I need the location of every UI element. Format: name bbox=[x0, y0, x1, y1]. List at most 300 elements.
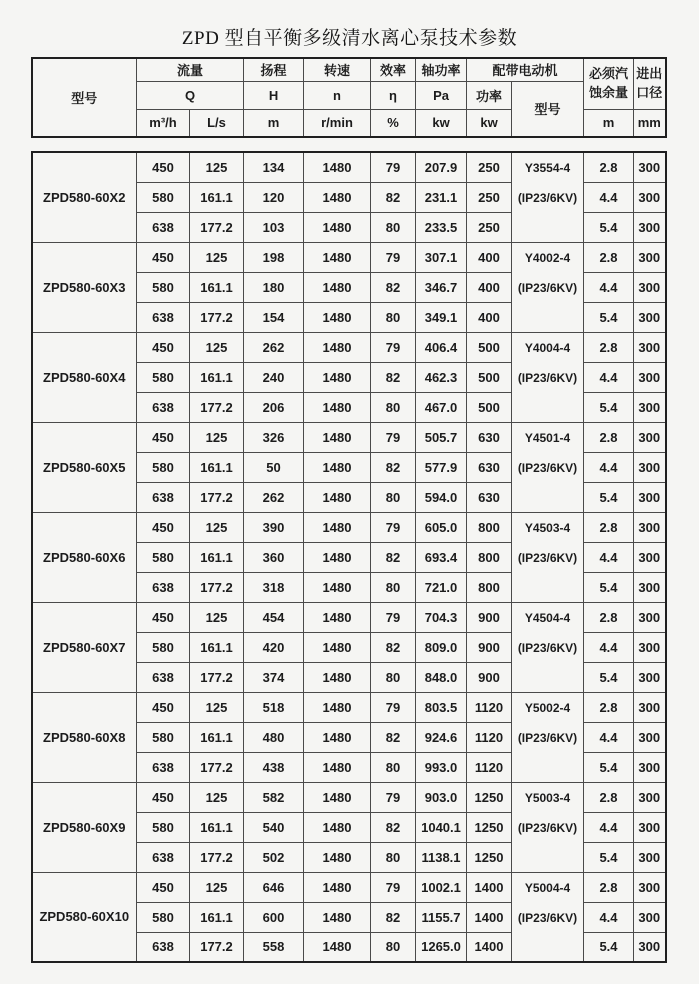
cell-motor-power: 400 bbox=[467, 272, 512, 302]
table-row bbox=[32, 422, 666, 452]
header-speed: 转速 bbox=[304, 58, 371, 81]
cell-npsh: 4.4 bbox=[584, 182, 634, 212]
cell-flow-ls: 177.2 bbox=[190, 752, 244, 782]
cell-npsh: 2.8 bbox=[584, 512, 634, 542]
cell-port: 300 bbox=[634, 542, 666, 572]
cell-motor-power: 630 bbox=[467, 482, 512, 512]
header-shaft-power-unit: kw bbox=[416, 109, 467, 137]
cell-shaft-power: 406.4 bbox=[416, 332, 467, 362]
cell-flow-m3h: 580 bbox=[137, 722, 190, 752]
cell-efficiency: 79 bbox=[371, 872, 416, 902]
cell-speed: 1480 bbox=[304, 212, 371, 242]
cell-speed: 1480 bbox=[304, 242, 371, 272]
cell-motor-power: 1120 bbox=[467, 752, 512, 782]
motor-model-number: Y5002-4 bbox=[524, 700, 571, 715]
motor-model-spec: (IP23/6KV) bbox=[517, 460, 578, 475]
cell-head: 438 bbox=[244, 752, 304, 782]
cell-port: 300 bbox=[634, 392, 666, 422]
cell-flow-ls: 177.2 bbox=[190, 662, 244, 692]
cell-flow-m3h: 580 bbox=[137, 182, 190, 212]
cell-shaft-power: 924.6 bbox=[416, 722, 467, 752]
cell-npsh: 4.4 bbox=[584, 452, 634, 482]
header-npsh bbox=[584, 58, 634, 109]
cell-npsh: 2.8 bbox=[584, 422, 634, 452]
cell-port: 300 bbox=[634, 812, 666, 842]
cell-motor-power: 1250 bbox=[467, 812, 512, 842]
cell-npsh: 5.4 bbox=[584, 932, 634, 962]
cell-shaft-power: 848.0 bbox=[416, 662, 467, 692]
cell-shaft-power: 307.1 bbox=[416, 242, 467, 272]
cell-flow-m3h: 580 bbox=[137, 542, 190, 572]
cell-efficiency: 82 bbox=[371, 452, 416, 482]
cell-npsh: 4.4 bbox=[584, 632, 634, 662]
cell-flow-ls: 125 bbox=[190, 602, 244, 632]
cell-head: 390 bbox=[244, 512, 304, 542]
cell-head: 374 bbox=[244, 662, 304, 692]
header-efficiency: 效率 bbox=[371, 58, 416, 81]
cell-flow-ls: 177.2 bbox=[190, 392, 244, 422]
cell-flow-m3h: 638 bbox=[137, 662, 190, 692]
cell-port: 300 bbox=[634, 752, 666, 782]
cell-motor-power: 1400 bbox=[467, 872, 512, 902]
cell-efficiency: 79 bbox=[371, 602, 416, 632]
cell-flow-m3h: 638 bbox=[137, 842, 190, 872]
cell-port: 300 bbox=[634, 302, 666, 332]
cell-efficiency: 79 bbox=[371, 242, 416, 272]
cell-efficiency: 80 bbox=[371, 212, 416, 242]
pump-model-cell: ZPD580-60X3 bbox=[32, 242, 137, 332]
cell-flow-m3h: 580 bbox=[137, 812, 190, 842]
cell-port: 300 bbox=[634, 662, 666, 692]
motor-model-spec: (IP23/6KV) bbox=[517, 191, 578, 205]
cell-efficiency: 80 bbox=[371, 752, 416, 782]
pump-model-cell: ZPD580-60X9 bbox=[32, 782, 137, 872]
cell-flow-ls: 177.2 bbox=[190, 302, 244, 332]
header-npsh-line1: 必须汽 bbox=[589, 65, 629, 81]
cell-shaft-power: 233.5 bbox=[416, 212, 467, 242]
table-row bbox=[32, 782, 666, 812]
header-motor-group: 配带电动机 bbox=[467, 58, 584, 81]
cell-speed: 1480 bbox=[304, 512, 371, 542]
cell-port: 300 bbox=[634, 872, 666, 902]
cell-flow-m3h: 450 bbox=[137, 782, 190, 812]
cell-efficiency: 80 bbox=[371, 932, 416, 962]
cell-speed: 1480 bbox=[304, 152, 371, 182]
cell-head: 582 bbox=[244, 782, 304, 812]
header-head: 扬程 bbox=[244, 58, 304, 81]
cell-efficiency: 82 bbox=[371, 542, 416, 572]
cell-shaft-power: 803.5 bbox=[416, 692, 467, 722]
cell-shaft-power: 594.0 bbox=[416, 482, 467, 512]
header-port-line1: 进出 bbox=[636, 65, 663, 81]
header-flow-unit-m3h: m³/h bbox=[137, 109, 190, 137]
cell-port: 300 bbox=[634, 422, 666, 452]
cell-port: 300 bbox=[634, 272, 666, 302]
cell-flow-ls: 161.1 bbox=[190, 902, 244, 932]
cell-motor-power: 800 bbox=[467, 512, 512, 542]
cell-efficiency: 79 bbox=[371, 782, 416, 812]
motor-model-spec: (IP23/6KV) bbox=[517, 730, 578, 745]
cell-port: 300 bbox=[634, 782, 666, 812]
header-efficiency-symbol: η bbox=[371, 81, 416, 109]
pump-model-cell: ZPD580-60X2 bbox=[32, 152, 137, 242]
cell-speed: 1480 bbox=[304, 542, 371, 572]
cell-motor-power: 800 bbox=[467, 572, 512, 602]
cell-shaft-power: 462.3 bbox=[416, 362, 467, 392]
header-port bbox=[634, 58, 666, 109]
cell-port: 300 bbox=[634, 452, 666, 482]
motor-model-cell bbox=[512, 872, 584, 962]
motor-model-number: Y4503-4 bbox=[524, 520, 571, 535]
cell-motor-power: 250 bbox=[467, 182, 512, 212]
pump-table-body bbox=[32, 152, 666, 962]
cell-shaft-power: 993.0 bbox=[416, 752, 467, 782]
cell-flow-m3h: 580 bbox=[137, 272, 190, 302]
cell-head: 600 bbox=[244, 902, 304, 932]
cell-shaft-power: 1002.1 bbox=[416, 872, 467, 902]
cell-efficiency: 80 bbox=[371, 302, 416, 332]
cell-head: 154 bbox=[244, 302, 304, 332]
cell-shaft-power: 231.1 bbox=[416, 182, 467, 212]
cell-port: 300 bbox=[634, 692, 666, 722]
header-head-unit: m bbox=[244, 109, 304, 137]
cell-motor-power: 1400 bbox=[467, 932, 512, 962]
cell-head: 318 bbox=[244, 572, 304, 602]
cell-flow-ls: 177.2 bbox=[190, 842, 244, 872]
cell-head: 262 bbox=[244, 482, 304, 512]
cell-npsh: 5.4 bbox=[584, 212, 634, 242]
cell-motor-power: 400 bbox=[467, 242, 512, 272]
cell-efficiency: 79 bbox=[371, 512, 416, 542]
cell-speed: 1480 bbox=[304, 392, 371, 422]
cell-npsh: 4.4 bbox=[584, 722, 634, 752]
cell-speed: 1480 bbox=[304, 932, 371, 962]
table-row bbox=[32, 692, 666, 722]
cell-npsh: 2.8 bbox=[584, 872, 634, 902]
cell-head: 103 bbox=[244, 212, 304, 242]
cell-port: 300 bbox=[634, 932, 666, 962]
cell-npsh: 4.4 bbox=[584, 272, 634, 302]
cell-shaft-power: 505.7 bbox=[416, 422, 467, 452]
header-shaft-power-symbol: Pa bbox=[416, 81, 467, 109]
motor-model-cell bbox=[512, 152, 584, 242]
cell-flow-m3h: 638 bbox=[137, 752, 190, 782]
cell-flow-ls: 177.2 bbox=[190, 572, 244, 602]
cell-flow-ls: 161.1 bbox=[190, 632, 244, 662]
pump-model-cell: ZPD580-60X6 bbox=[32, 512, 137, 602]
cell-efficiency: 82 bbox=[371, 362, 416, 392]
table-row bbox=[32, 242, 666, 272]
cell-port: 300 bbox=[634, 512, 666, 542]
cell-head: 518 bbox=[244, 692, 304, 722]
cell-head: 120 bbox=[244, 182, 304, 212]
cell-port: 300 bbox=[634, 242, 666, 272]
cell-speed: 1480 bbox=[304, 812, 371, 842]
cell-npsh: 5.4 bbox=[584, 752, 634, 782]
cell-port: 300 bbox=[634, 632, 666, 662]
table-row bbox=[32, 152, 666, 182]
cell-head: 198 bbox=[244, 242, 304, 272]
motor-model-spec: (IP23/6KV) bbox=[517, 910, 578, 925]
cell-port: 300 bbox=[634, 332, 666, 362]
cell-npsh: 5.4 bbox=[584, 302, 634, 332]
cell-speed: 1480 bbox=[304, 722, 371, 752]
cell-npsh: 5.4 bbox=[584, 662, 634, 692]
cell-shaft-power: 1138.1 bbox=[416, 842, 467, 872]
cell-efficiency: 79 bbox=[371, 152, 416, 182]
cell-motor-power: 1120 bbox=[467, 722, 512, 752]
cell-npsh: 4.4 bbox=[584, 812, 634, 842]
cell-npsh: 2.8 bbox=[584, 332, 634, 362]
pump-model-cell: ZPD580-60X8 bbox=[32, 692, 137, 782]
cell-speed: 1480 bbox=[304, 452, 371, 482]
motor-model-spec: (IP23/6KV) bbox=[517, 550, 578, 565]
motor-model-cell bbox=[512, 602, 584, 692]
cell-shaft-power: 349.1 bbox=[416, 302, 467, 332]
cell-npsh: 5.4 bbox=[584, 482, 634, 512]
cell-speed: 1480 bbox=[304, 182, 371, 212]
cell-head: 262 bbox=[244, 332, 304, 362]
cell-efficiency: 82 bbox=[371, 722, 416, 752]
cell-efficiency: 82 bbox=[371, 902, 416, 932]
cell-npsh: 5.4 bbox=[584, 572, 634, 602]
cell-speed: 1480 bbox=[304, 602, 371, 632]
cell-speed: 1480 bbox=[304, 572, 371, 602]
header-npsh-line2: 蚀余量 bbox=[589, 84, 629, 100]
cell-speed: 1480 bbox=[304, 782, 371, 812]
cell-motor-power: 250 bbox=[467, 152, 512, 182]
cell-npsh: 5.4 bbox=[584, 842, 634, 872]
cell-shaft-power: 1265.0 bbox=[416, 932, 467, 962]
cell-speed: 1480 bbox=[304, 662, 371, 692]
cell-flow-m3h: 450 bbox=[137, 602, 190, 632]
cell-flow-ls: 125 bbox=[190, 422, 244, 452]
cell-speed: 1480 bbox=[304, 872, 371, 902]
cell-port: 300 bbox=[634, 212, 666, 242]
cell-flow-ls: 161.1 bbox=[190, 812, 244, 842]
cell-shaft-power: 1155.7 bbox=[416, 902, 467, 932]
cell-flow-m3h: 450 bbox=[137, 332, 190, 362]
cell-efficiency: 82 bbox=[371, 812, 416, 842]
motor-model-spec: (IP23/6KV) bbox=[517, 280, 578, 295]
cell-efficiency: 79 bbox=[371, 332, 416, 362]
cell-efficiency: 79 bbox=[371, 422, 416, 452]
cell-head: 206 bbox=[244, 392, 304, 422]
cell-motor-power: 900 bbox=[467, 602, 512, 632]
header-motor-model: 型号 bbox=[512, 81, 584, 137]
pump-model-cell: ZPD580-60X4 bbox=[32, 332, 137, 422]
cell-port: 300 bbox=[634, 722, 666, 752]
cell-head: 540 bbox=[244, 812, 304, 842]
cell-speed: 1480 bbox=[304, 362, 371, 392]
cell-speed: 1480 bbox=[304, 752, 371, 782]
header-head-symbol: H bbox=[244, 81, 304, 109]
cell-motor-power: 630 bbox=[467, 452, 512, 482]
cell-motor-power: 500 bbox=[467, 332, 512, 362]
cell-flow-m3h: 450 bbox=[137, 512, 190, 542]
cell-shaft-power: 605.0 bbox=[416, 512, 467, 542]
page-title: ZPD 型自平衡多级清水离心泵技术参数 bbox=[181, 28, 518, 49]
cell-speed: 1480 bbox=[304, 422, 371, 452]
cell-speed: 1480 bbox=[304, 842, 371, 872]
cell-flow-m3h: 638 bbox=[137, 482, 190, 512]
motor-model-spec: (IP23/6KV) bbox=[517, 640, 578, 655]
cell-flow-m3h: 580 bbox=[137, 902, 190, 932]
cell-flow-ls: 161.1 bbox=[190, 272, 244, 302]
motor-model-cell bbox=[512, 242, 584, 332]
cell-motor-power: 800 bbox=[467, 542, 512, 572]
pump-model-cell: ZPD580-60X5 bbox=[32, 422, 137, 512]
cell-motor-power: 400 bbox=[467, 302, 512, 332]
header-efficiency-unit: % bbox=[371, 109, 416, 137]
cell-flow-m3h: 638 bbox=[137, 932, 190, 962]
cell-port: 300 bbox=[634, 902, 666, 932]
cell-flow-m3h: 638 bbox=[137, 392, 190, 422]
cell-flow-ls: 125 bbox=[190, 872, 244, 902]
cell-npsh: 4.4 bbox=[584, 902, 634, 932]
cell-flow-m3h: 638 bbox=[137, 302, 190, 332]
cell-efficiency: 82 bbox=[371, 632, 416, 662]
cell-head: 480 bbox=[244, 722, 304, 752]
pump-table bbox=[31, 151, 667, 963]
cell-npsh: 4.4 bbox=[584, 542, 634, 572]
cell-port: 300 bbox=[634, 602, 666, 632]
header-port-unit: mm bbox=[634, 109, 666, 137]
cell-flow-ls: 161.1 bbox=[190, 542, 244, 572]
cell-flow-ls: 161.1 bbox=[190, 722, 244, 752]
cell-head: 134 bbox=[244, 152, 304, 182]
header-speed-unit: r/min bbox=[304, 109, 371, 137]
cell-shaft-power: 704.3 bbox=[416, 602, 467, 632]
cell-shaft-power: 467.0 bbox=[416, 392, 467, 422]
cell-port: 300 bbox=[634, 572, 666, 602]
cell-speed: 1480 bbox=[304, 272, 371, 302]
table-row bbox=[32, 332, 666, 362]
cell-shaft-power: 577.9 bbox=[416, 452, 467, 482]
cell-flow-ls: 161.1 bbox=[190, 362, 244, 392]
cell-head: 502 bbox=[244, 842, 304, 872]
cell-shaft-power: 346.7 bbox=[416, 272, 467, 302]
cell-flow-m3h: 638 bbox=[137, 572, 190, 602]
cell-speed: 1480 bbox=[304, 632, 371, 662]
cell-npsh: 2.8 bbox=[584, 692, 634, 722]
cell-flow-m3h: 450 bbox=[137, 422, 190, 452]
header-model: 型号 bbox=[32, 58, 137, 137]
cell-head: 326 bbox=[244, 422, 304, 452]
motor-model-number: Y4002-4 bbox=[524, 250, 571, 265]
cell-shaft-power: 207.9 bbox=[416, 152, 467, 182]
motor-model-spec: (IP23/6KV) bbox=[517, 370, 578, 385]
cell-flow-m3h: 580 bbox=[137, 362, 190, 392]
cell-motor-power: 900 bbox=[467, 662, 512, 692]
header-motor-power: 功率 bbox=[467, 81, 512, 109]
header-port-line2: 口径 bbox=[636, 84, 663, 100]
motor-model-cell bbox=[512, 692, 584, 782]
motor-model-cell bbox=[512, 332, 584, 422]
pump-model-cell: ZPD580-60X7 bbox=[32, 602, 137, 692]
cell-flow-m3h: 580 bbox=[137, 632, 190, 662]
motor-model-cell bbox=[512, 422, 584, 512]
cell-speed: 1480 bbox=[304, 482, 371, 512]
cell-head: 454 bbox=[244, 602, 304, 632]
cell-port: 300 bbox=[634, 362, 666, 392]
motor-model-number: Y4004-4 bbox=[524, 340, 571, 355]
cell-npsh: 2.8 bbox=[584, 152, 634, 182]
cell-flow-m3h: 450 bbox=[137, 872, 190, 902]
cell-port: 300 bbox=[634, 182, 666, 212]
cell-flow-m3h: 450 bbox=[137, 152, 190, 182]
cell-shaft-power: 903.0 bbox=[416, 782, 467, 812]
cell-motor-power: 1250 bbox=[467, 842, 512, 872]
cell-flow-ls: 125 bbox=[190, 782, 244, 812]
cell-shaft-power: 809.0 bbox=[416, 632, 467, 662]
header-flow-symbol: Q bbox=[137, 81, 244, 109]
motor-model-number: Y4504-4 bbox=[524, 610, 571, 625]
cell-port: 300 bbox=[634, 152, 666, 182]
cell-flow-m3h: 580 bbox=[137, 452, 190, 482]
cell-head: 420 bbox=[244, 632, 304, 662]
cell-efficiency: 82 bbox=[371, 272, 416, 302]
cell-motor-power: 1250 bbox=[467, 782, 512, 812]
cell-flow-m3h: 450 bbox=[137, 692, 190, 722]
header-flow: 流量 bbox=[137, 58, 244, 81]
motor-model-number: Y5003-4 bbox=[524, 790, 571, 805]
cell-motor-power: 1400 bbox=[467, 902, 512, 932]
cell-port: 300 bbox=[634, 842, 666, 872]
cell-efficiency: 80 bbox=[371, 842, 416, 872]
motor-model-cell bbox=[512, 512, 584, 602]
table-wrapper bbox=[31, 57, 669, 963]
cell-motor-power: 1120 bbox=[467, 692, 512, 722]
cell-motor-power: 630 bbox=[467, 422, 512, 452]
header-shaft-power: 轴功率 bbox=[416, 58, 467, 81]
table-row bbox=[32, 872, 666, 902]
header-row-1 bbox=[32, 58, 666, 81]
cell-motor-power: 900 bbox=[467, 632, 512, 662]
cell-npsh: 5.4 bbox=[584, 392, 634, 422]
cell-efficiency: 80 bbox=[371, 392, 416, 422]
pump-model-cell: ZPD580-60X10 bbox=[32, 872, 137, 962]
cell-port: 300 bbox=[634, 482, 666, 512]
cell-head: 558 bbox=[244, 932, 304, 962]
cell-flow-ls: 125 bbox=[190, 152, 244, 182]
header-motor-power-unit: kw bbox=[467, 109, 512, 137]
cell-efficiency: 80 bbox=[371, 572, 416, 602]
cell-shaft-power: 1040.1 bbox=[416, 812, 467, 842]
cell-flow-ls: 177.2 bbox=[190, 482, 244, 512]
cell-efficiency: 82 bbox=[371, 182, 416, 212]
cell-head: 240 bbox=[244, 362, 304, 392]
header-npsh-unit: m bbox=[584, 109, 634, 137]
cell-flow-m3h: 638 bbox=[137, 212, 190, 242]
cell-speed: 1480 bbox=[304, 692, 371, 722]
pump-table-header bbox=[31, 57, 667, 138]
cell-motor-power: 500 bbox=[467, 392, 512, 422]
cell-speed: 1480 bbox=[304, 302, 371, 332]
cell-flow-ls: 177.2 bbox=[190, 212, 244, 242]
table-row bbox=[32, 602, 666, 632]
motor-model-number: Y5004-4 bbox=[524, 880, 571, 895]
cell-flow-ls: 177.2 bbox=[190, 932, 244, 962]
cell-flow-ls: 161.1 bbox=[190, 452, 244, 482]
header-flow-unit-ls: L/s bbox=[190, 109, 244, 137]
cell-npsh: 4.4 bbox=[584, 362, 634, 392]
cell-motor-power: 500 bbox=[467, 362, 512, 392]
cell-npsh: 2.8 bbox=[584, 602, 634, 632]
cell-shaft-power: 721.0 bbox=[416, 572, 467, 602]
cell-speed: 1480 bbox=[304, 332, 371, 362]
cell-npsh: 2.8 bbox=[584, 782, 634, 812]
